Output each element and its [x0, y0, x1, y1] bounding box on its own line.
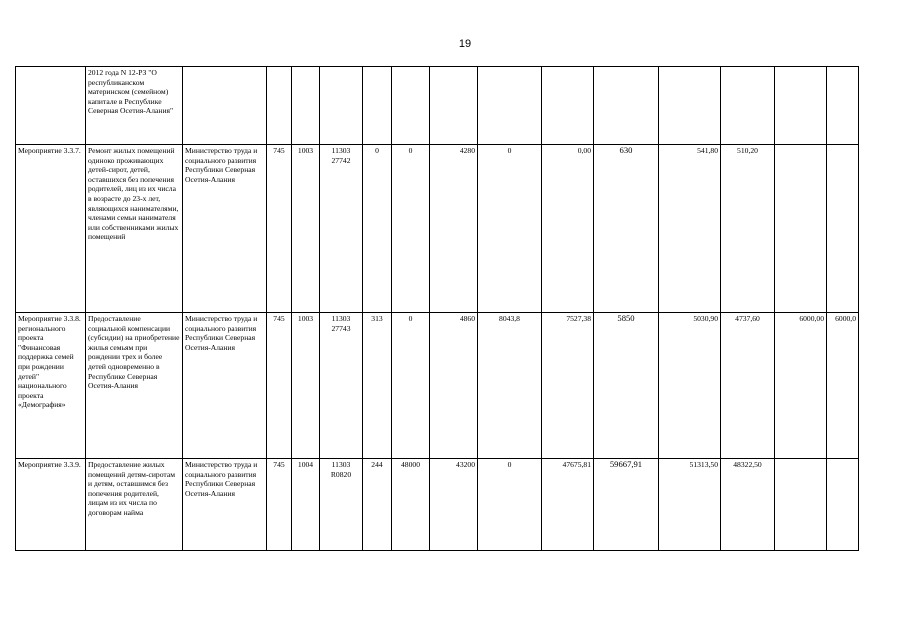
page-number: 19: [458, 38, 472, 50]
table-row: [16, 67, 859, 145]
value-cell: 244: [363, 459, 392, 551]
value-cell: 745: [267, 459, 292, 551]
name-cell: Предоставление социальной компенсации (субсидии) на приобретение жилья семьям при рождении трех и более детей одновременно в Республике Северная Осетия-Алания: [86, 313, 183, 459]
value-cell: 0: [392, 145, 430, 313]
value-cell: 745: [267, 313, 292, 459]
event-cell: Мероприятие 3.3.8. регионального проекта "Финансовая поддержка семей при рождении детей" национального проекта «Демография»: [16, 313, 86, 459]
value-cell: 8043,8: [478, 313, 542, 459]
value-cell: 6000,00: [775, 313, 827, 459]
executor-cell: Министерство труда и социального развития Республики Северная Осетия-Алания: [183, 145, 267, 313]
value-cell: [721, 67, 775, 145]
value-cell: 0: [392, 313, 430, 459]
value-cell: 47675,81: [542, 459, 594, 551]
value-cell: [594, 67, 659, 145]
value-cell: 11303 R0820: [320, 459, 363, 551]
value-cell: 510,20: [721, 145, 775, 313]
name-cell: Предоставление жилых помещений детям-сиротам и детям, оставшимся без попечения родителей, лицам из их числа по договорам найма: [86, 459, 183, 551]
value-cell: [827, 145, 859, 313]
value-cell: 43200: [430, 459, 478, 551]
executor-cell: [183, 67, 267, 145]
executor-cell: Министерство труда и социального развития Республики Северная Осетия-Алания: [183, 313, 267, 459]
value-cell: 0: [363, 145, 392, 313]
value-cell: 4860: [430, 313, 478, 459]
value-cell: [478, 67, 542, 145]
value-cell: [267, 67, 292, 145]
value-cell: 5850: [594, 313, 659, 459]
value-cell: 541,80: [659, 145, 721, 313]
value-cell: 4737,60: [721, 313, 775, 459]
value-cell: [542, 67, 594, 145]
value-cell: 745: [267, 145, 292, 313]
value-cell: 313: [363, 313, 392, 459]
event-cell: Мероприятие 3.3.7.: [16, 145, 86, 313]
value-cell: 11303 27742: [320, 145, 363, 313]
value-cell: 48322,50: [721, 459, 775, 551]
budget-table: [15, 66, 859, 551]
table-row: [16, 313, 859, 459]
value-cell: 11303 27743: [320, 313, 363, 459]
table-row: [16, 145, 859, 313]
value-cell: 0: [478, 145, 542, 313]
value-cell: 5030,90: [659, 313, 721, 459]
value-cell: [775, 67, 827, 145]
event-cell: [16, 67, 86, 145]
name-cell: Ремонт жилых помещений одиноко проживающих детей-сирот, детей, оставшихся без попечения родителей, лиц из их числа в возрасте до 23-х лет, являющихся нанимателями, членами семьи нанимателя или собственниками жилых помещений: [86, 145, 183, 313]
value-cell: 1003: [292, 313, 320, 459]
value-cell: [430, 67, 478, 145]
value-cell: 630: [594, 145, 659, 313]
value-cell: [775, 459, 827, 551]
value-cell: [827, 459, 859, 551]
value-cell: 4280: [430, 145, 478, 313]
value-cell: 1004: [292, 459, 320, 551]
value-cell: 7527,38: [542, 313, 594, 459]
value-cell: 0: [478, 459, 542, 551]
name-cell: 2012 года N 12-РЗ "О республиканском материнском (семейном) капитале в Республике Северная Осетия-Алания": [86, 67, 183, 145]
value-cell: 59667,91: [594, 459, 659, 551]
value-cell: [659, 67, 721, 145]
event-cell: Мероприятие 3.3.9.: [16, 459, 86, 551]
value-cell: 51313,50: [659, 459, 721, 551]
value-cell: 0,00: [542, 145, 594, 313]
table-row: [16, 459, 859, 551]
value-cell: [392, 67, 430, 145]
value-cell: [292, 67, 320, 145]
value-cell: 6000,0: [827, 313, 859, 459]
value-cell: [827, 67, 859, 145]
value-cell: [363, 67, 392, 145]
value-cell: [775, 145, 827, 313]
value-cell: 1003: [292, 145, 320, 313]
executor-cell: Министерство труда и социального развития Республики Северная Осетия-Алания: [183, 459, 267, 551]
value-cell: [320, 67, 363, 145]
value-cell: 48000: [392, 459, 430, 551]
